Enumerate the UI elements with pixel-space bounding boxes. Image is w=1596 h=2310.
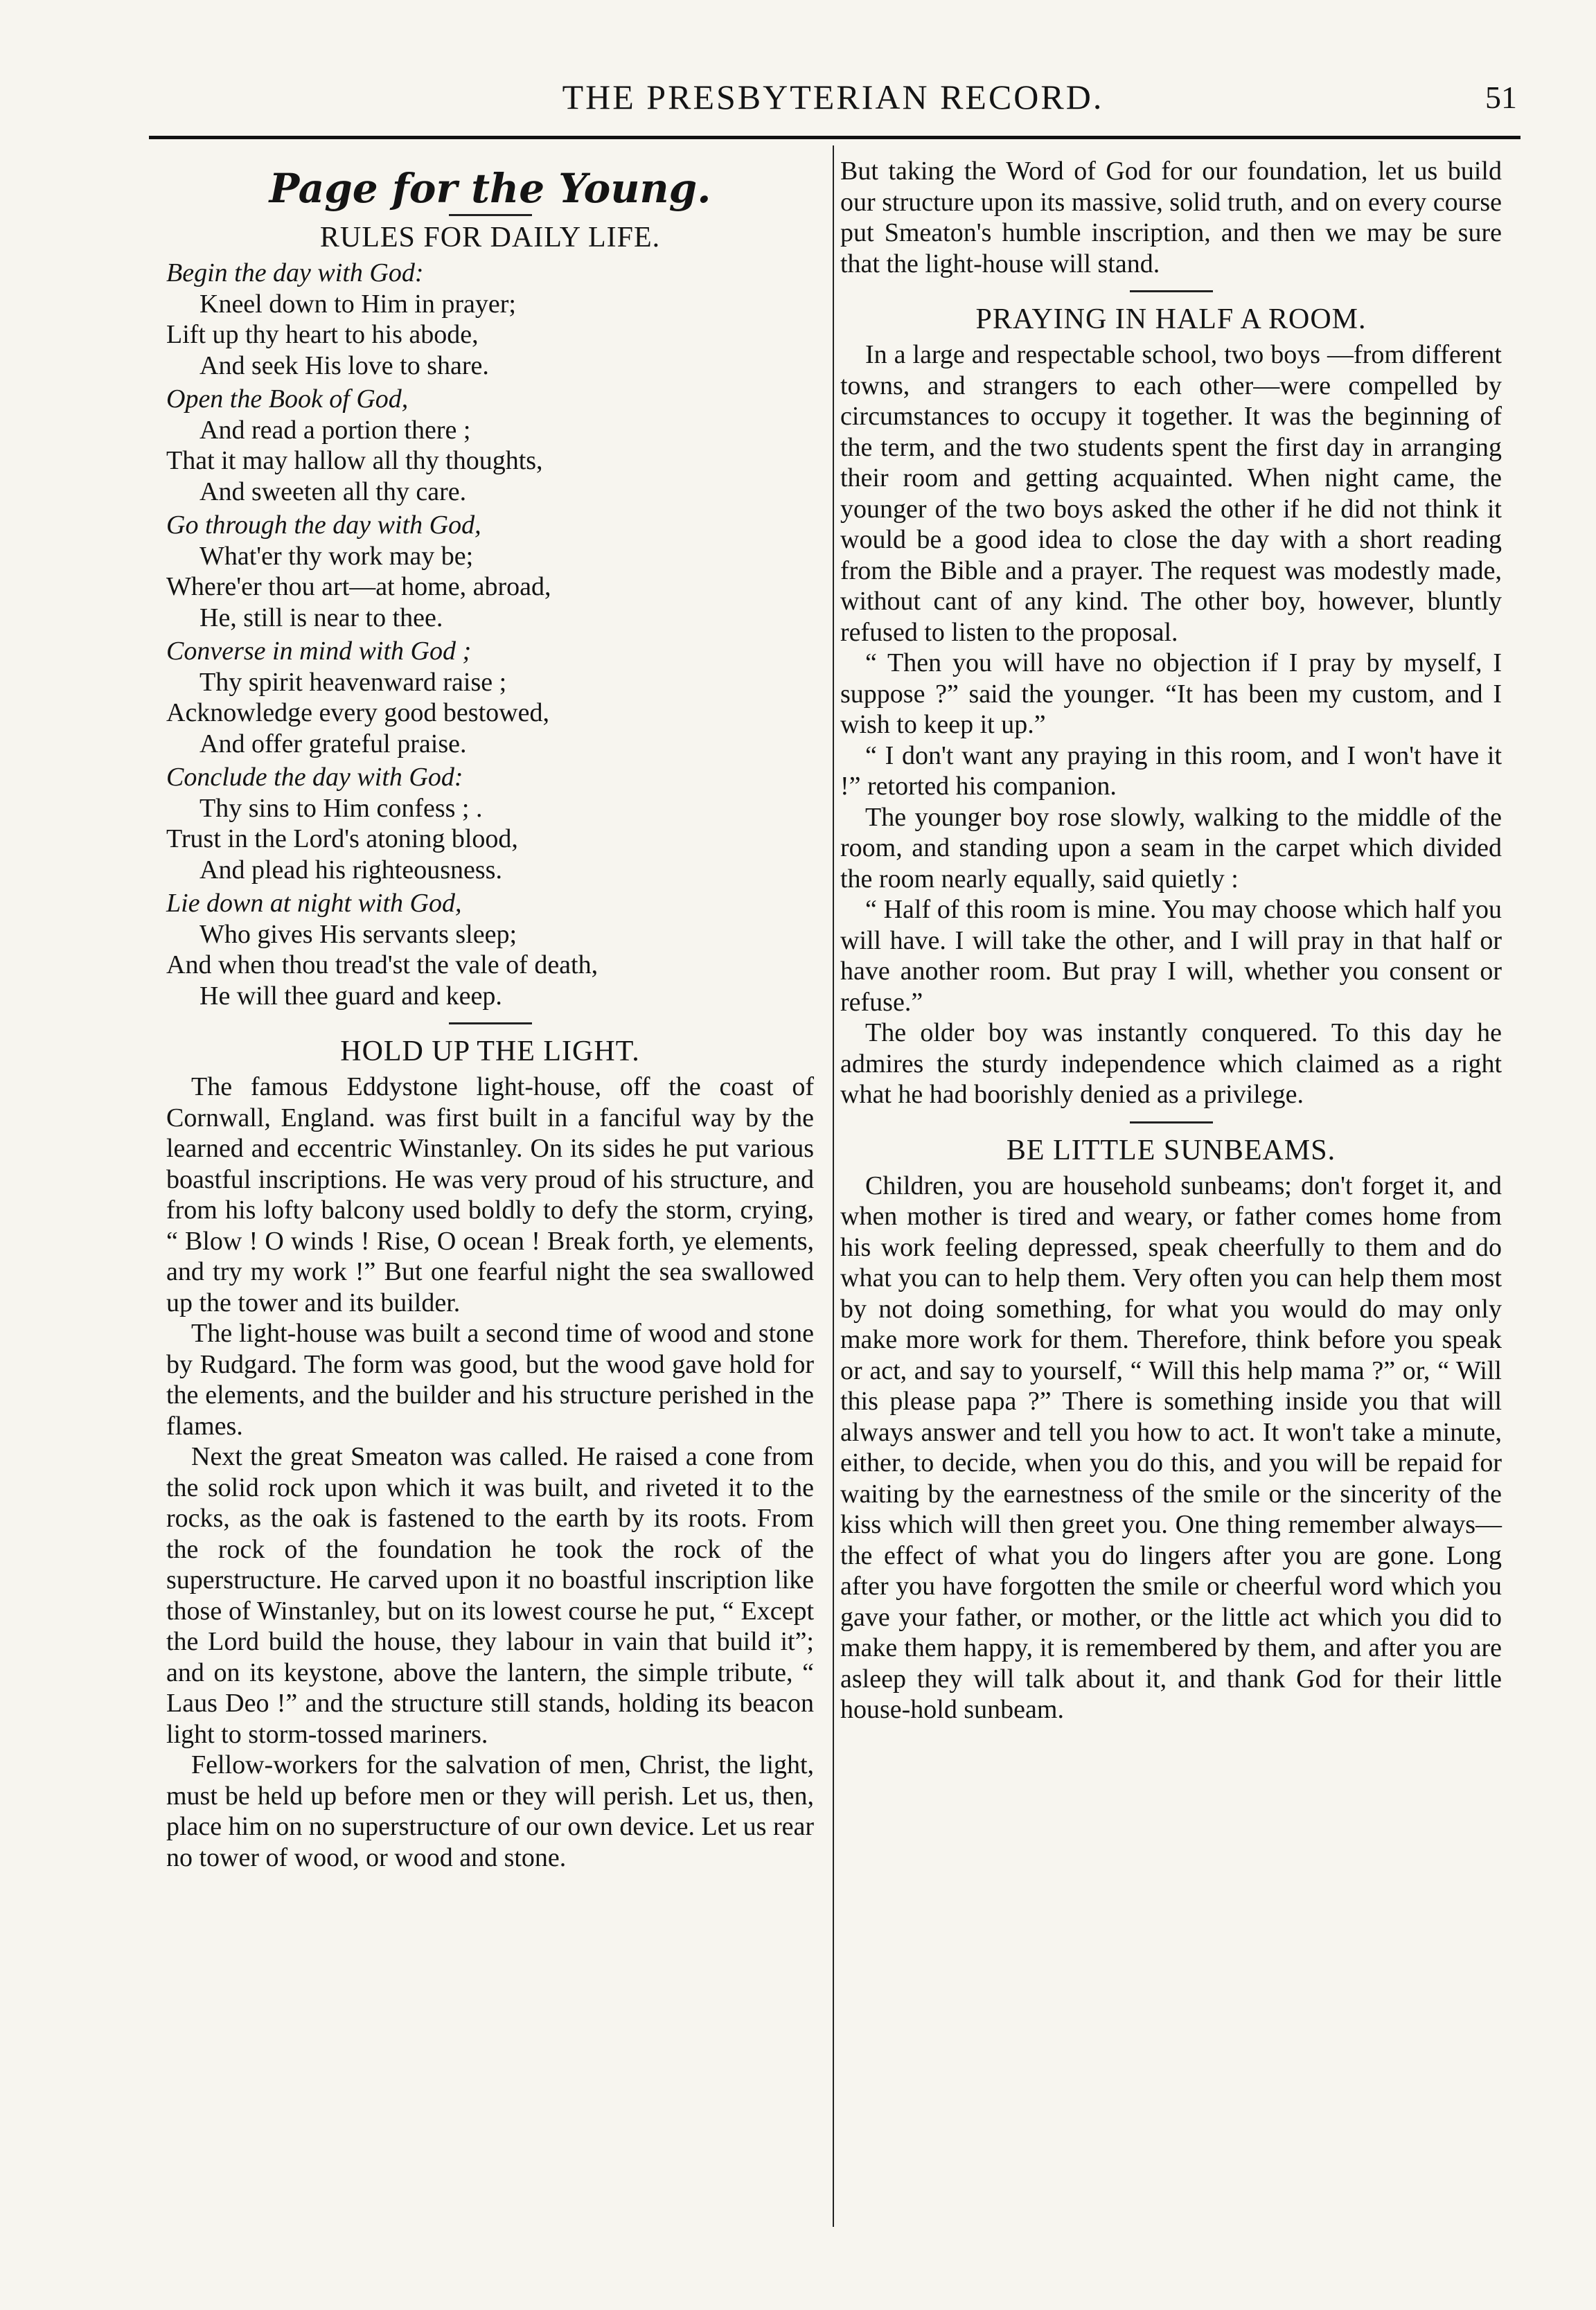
article-paragraph: Children, you are household sunbeams; don't forget it, and when mother is tired and weary, or father comes home from his work feeling depressed, speak cheerfully to them and do what you can to help them. Very often you can help them most by not doing something, for what you would do may only make more work for them. Therefore, think before you speak or act, and say to yourself, “ Will this help mama ?” or, “ Will this please papa ?” There is something inside you that will always answer and tell you how to act. It won't take a minute, either, to decide, when you do this, and you will be repaid for waiting by the earnestness of the smile or the sincerity of the kiss which will then greet you. One thing remember always—the effect of what you do lingers after you are gone. Long after you have forgotten the smile or cheerful word which you gave your father, or mother, or the little act which you did to make them happy, it is remembered by them, and after you are asleep they will talk about it, and thank God for their little house-hold sunbeam. <box>840 1171 1502 1724</box>
article-paragraph: “ I don't want any praying in this room, and I won't have it !” retorted his companion. <box>840 740 1502 801</box>
poem-line: Lie down at night with God, <box>166 889 462 918</box>
poem-title: RULES FOR DAILY LIFE. <box>319 222 661 254</box>
poem-line: And seek His love to share. <box>200 350 489 380</box>
poem-line: What'er thy work may be; <box>200 541 474 571</box>
poem-line: Go through the day with God, <box>166 510 481 540</box>
article-paragraph: Next the great Smeaton was called. He raised a cone from the solid rock upon which it was built, and riveted it to the rocks, as the oak is fastened to the earth by its roots. From the rock of the foundation he took the rock of the superstructure. He carved upon it no boastful inscription like those of Winstanley, but on its lowest course he put, “ Except the Lord build the house, they labour in vain that build it”; and on its keystone, above the lantern, the simple tribute, “ Laus Deo !” and the structure still stands, holding its beacon light to storm-tossed mariners. <box>166 1442 814 1749</box>
page-title: THE PRESBYTERIAN RECORD. <box>562 78 1104 116</box>
poem-stanza <box>166 636 814 759</box>
poem-line: Begin the day with God: <box>166 258 424 287</box>
article-paragraph: The famous Eddystone light-house, off the coast of Cornwall, England. was first built in a fanciful way by the learned and eccentric Winstanley. On its sides he put various boastful inscriptions. He was very proud of his structure, and from his lofty balcony used boldly to defy the storm, crying, “ Blow ! O winds ! Rise, O ocean ! Break forth, ye elements, and try my work !” But one fearful night the sea swallowed up the tower and its builder. <box>166 1072 814 1317</box>
poem-line: He will thee guard and keep. <box>200 981 502 1011</box>
poem-line: And plead his righteousness. <box>200 855 502 885</box>
poem-line: Lift up thy heart to his abode, <box>166 320 479 349</box>
poem-stanza <box>166 510 814 633</box>
poem <box>166 258 814 1011</box>
article-paragraph: In a large and respectable school, two boys —from different towns, and strangers to each other—were compelled by circumstances to occupy it together. It was the beginning of the term, and the two students spent the first day in arranging their room and getting acquainted. When night came, the younger of the two boys asked the other if he did not think it would be a good idea to close the day with a short reading from the Bible and a prayer. The request was modestly made, without cant of any kind. The other boy, however, bluntly refused to listen to the proposal. <box>840 340 1502 647</box>
poem-line: Who gives His servants sleep; <box>200 919 517 949</box>
poem-stanza <box>166 384 814 507</box>
article-separator <box>449 1022 532 1024</box>
poem-line: Converse in mind with God ; <box>166 637 472 666</box>
header-rule <box>149 136 1520 139</box>
poem-line: And sweeten all thy care. <box>200 477 467 506</box>
poem-line: Kneel down to Him in prayer; <box>200 289 516 319</box>
column-divider <box>833 145 834 2227</box>
poem-line: Conclude the day with God: <box>166 763 463 792</box>
section-title: Page for the Young. <box>269 165 711 212</box>
article-paragraph: “ Half of this room is mine. You may choose which half you will have. I will take the other, and I will pray in that half or have another room. But pray I will, whether you consent or refuse.” <box>840 895 1502 1017</box>
poem-line: Acknowledge every good bestowed, <box>166 698 549 727</box>
left-column <box>166 156 814 1873</box>
poem-line: Trust in the Lord's atoning blood, <box>166 824 518 853</box>
article-separator <box>1130 290 1213 292</box>
poem-line: Open the Book of God, <box>166 384 409 414</box>
article-paragraph: Fellow-workers for the salvation of men, Christ, the light, must be held up before men or they will perish. Let us, then, place him on no superstructure of our own device. Let us rear no tower of wood, or wood and stone. <box>166 1750 814 1872</box>
article-paragraph: The light-house was built a second time of wood and stone by Rudgard. The form was good, but the wood gave hold for the elements, and the builder and his structure perished in the flames. <box>166 1319 814 1441</box>
article-title: PRAYING IN HALF A ROOM. <box>975 303 1367 335</box>
poem-line: And read a portion there ; <box>200 415 471 445</box>
poem-stanza <box>166 258 814 381</box>
poem-line: Thy sins to Him confess ; . <box>200 793 483 823</box>
poem-line: Where'er thou art—at home, abroad, <box>166 572 551 601</box>
poem-line: Thy spirit heavenward raise ; <box>200 667 507 697</box>
article-title: BE LITTLE SUNBEAMS. <box>1006 1134 1336 1166</box>
right-column <box>840 156 1502 1725</box>
poem-line: He, still is near to thee. <box>200 603 443 632</box>
page-number: 51 <box>1485 79 1517 115</box>
article-continuation: But taking the Word of God for our foundation, let us build our structure upon its massive, solid truth, and on every course put Smeaton's humble inscription, and then we may be sure that the light-house will stand. <box>840 157 1502 278</box>
section-rule <box>449 214 532 216</box>
poem-line: And offer grateful praise. <box>200 729 467 758</box>
poem-line: And when thou tread'st the vale of death, <box>166 950 598 979</box>
poem-line: That it may hallow all thy thoughts, <box>166 446 543 475</box>
poem-stanza <box>166 888 814 1011</box>
article-paragraph: “ Then you will have no objection if I pray by myself, I suppose ?” said the younger. “It has been my custom, and I wish to keep it up.” <box>840 648 1502 739</box>
page-header <box>145 69 1520 125</box>
article-separator <box>1130 1121 1213 1123</box>
poem-stanza <box>166 762 814 885</box>
article-title: HOLD UP THE LIGHT. <box>340 1036 640 1067</box>
article-paragraph: The older boy was instantly conquered. To this day he admires the sturdy independence which claimed as a right what he had boorishly denied as a privilege. <box>840 1018 1502 1109</box>
article-paragraph: The younger boy rose slowly, walking to the middle of the room, and standing upon a seam in the carpet which divided the room nearly equally, said quietly : <box>840 802 1502 894</box>
